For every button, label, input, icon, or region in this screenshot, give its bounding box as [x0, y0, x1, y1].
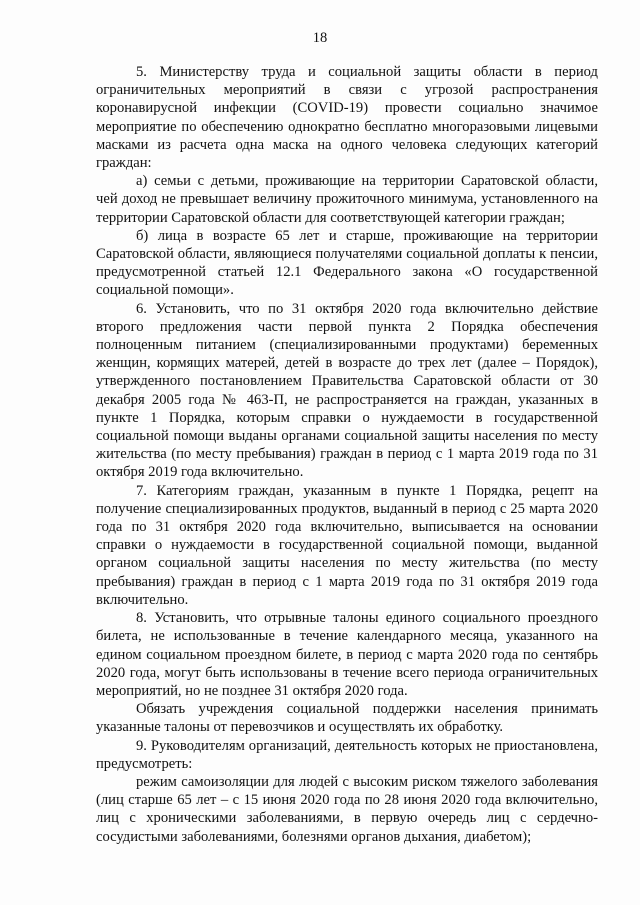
- paragraph-5: 5. Министерству труда и социальной защиты области в период ограничительных мероприятий в связи с угрозой распространения коронавирусной инфекции (COVID-19) провести социально значимое мероприятие по обеспечению однократно бесплатно многоразовыми лицевыми масками из расчета одна маска на одного человека следующих категорий граждан:: [96, 64, 598, 172]
- document-body: [96, 63, 598, 846]
- paragraph-5b: б) лица в возрасте 65 лет и старше, проживающие на территории Саратовской области, являющиеся получателями социальной доплаты к пенсии, предусмотренной статьей 12.1 Федерального закона «О государственной социальной помощи».: [96, 227, 598, 299]
- page-number: 18: [312, 30, 328, 46]
- paragraph-6: 6. Установить, что по 31 октября 2020 года включительно действие второго предложения части первой пункта 2 Порядка обеспечения полноценным питанием (специализированными продуктами) беременных женщин, кормящих матерей, детей в возрасте до трех лет (далее – Порядок), утвержденного постановлением Правительства Саратовской области от 30 декабря 2005 года № 463-П, не распространяется на граждан, указанных в пункте 1 Порядка, которым справки о нуждаемости в государственной социальной помощи выданы органами социальной защиты населения по месту жительства (по месту пребывания) граждан в период с 1 марта 2019 года по 31 октября 2019 года включительно.: [96, 300, 598, 481]
- paragraph-9: 9. Руководителям организаций, деятельность которых не приостановлена, предусмотреть:: [96, 737, 598, 772]
- paragraph-9-self-isolation: режим самоизоляции для людей с высоким риском тяжелого заболевания (лиц старше 65 лет – с 15 июня 2020 года по 28 июня 2020 года включительно, лиц с хроническими заболеваниями, в первую очередь лиц с сердечно-сосудистыми заболеваниями, болезнями органов дыхания, диабетом);: [96, 773, 598, 845]
- paragraph-8-obligation: Обязать учреждения социальной поддержки населения принимать указанные талоны от перевозчиков и осуществлять их обработку.: [96, 701, 598, 736]
- paragraph-5a: а) семьи с детьми, проживающие на территории Саратовской области, чей доход не превышает величину прожиточного минимума, установленного на территории Саратовской области для соответствующей категории граждан;: [96, 173, 598, 226]
- paragraph-7: 7. Категориям граждан, указанным в пункте 1 Порядка, рецепт на получение специализированных продуктов, выданный в период с 25 марта 2020 года по 31 октября 2020 года включительно, выписывается на основании справки о нуждаемости в государственной социальной помощи, выданной органом социальной защиты населения по месту жительства (по месту пребывания) граждан в период с 1 марта 2019 года по 31 октября 2019 года включительно.: [96, 482, 598, 608]
- paragraph-8: 8. Установить, что отрывные талоны единого социального проездного билета, не использованные в течение календарного месяца, указанного на едином социальном проездном билете, в период с марта 2020 года по сентябрь 2020 года, могут быть использованы в течение всего периода ограничительных мероприятий, но не позднее 31 октября 2020 года.: [96, 610, 598, 699]
